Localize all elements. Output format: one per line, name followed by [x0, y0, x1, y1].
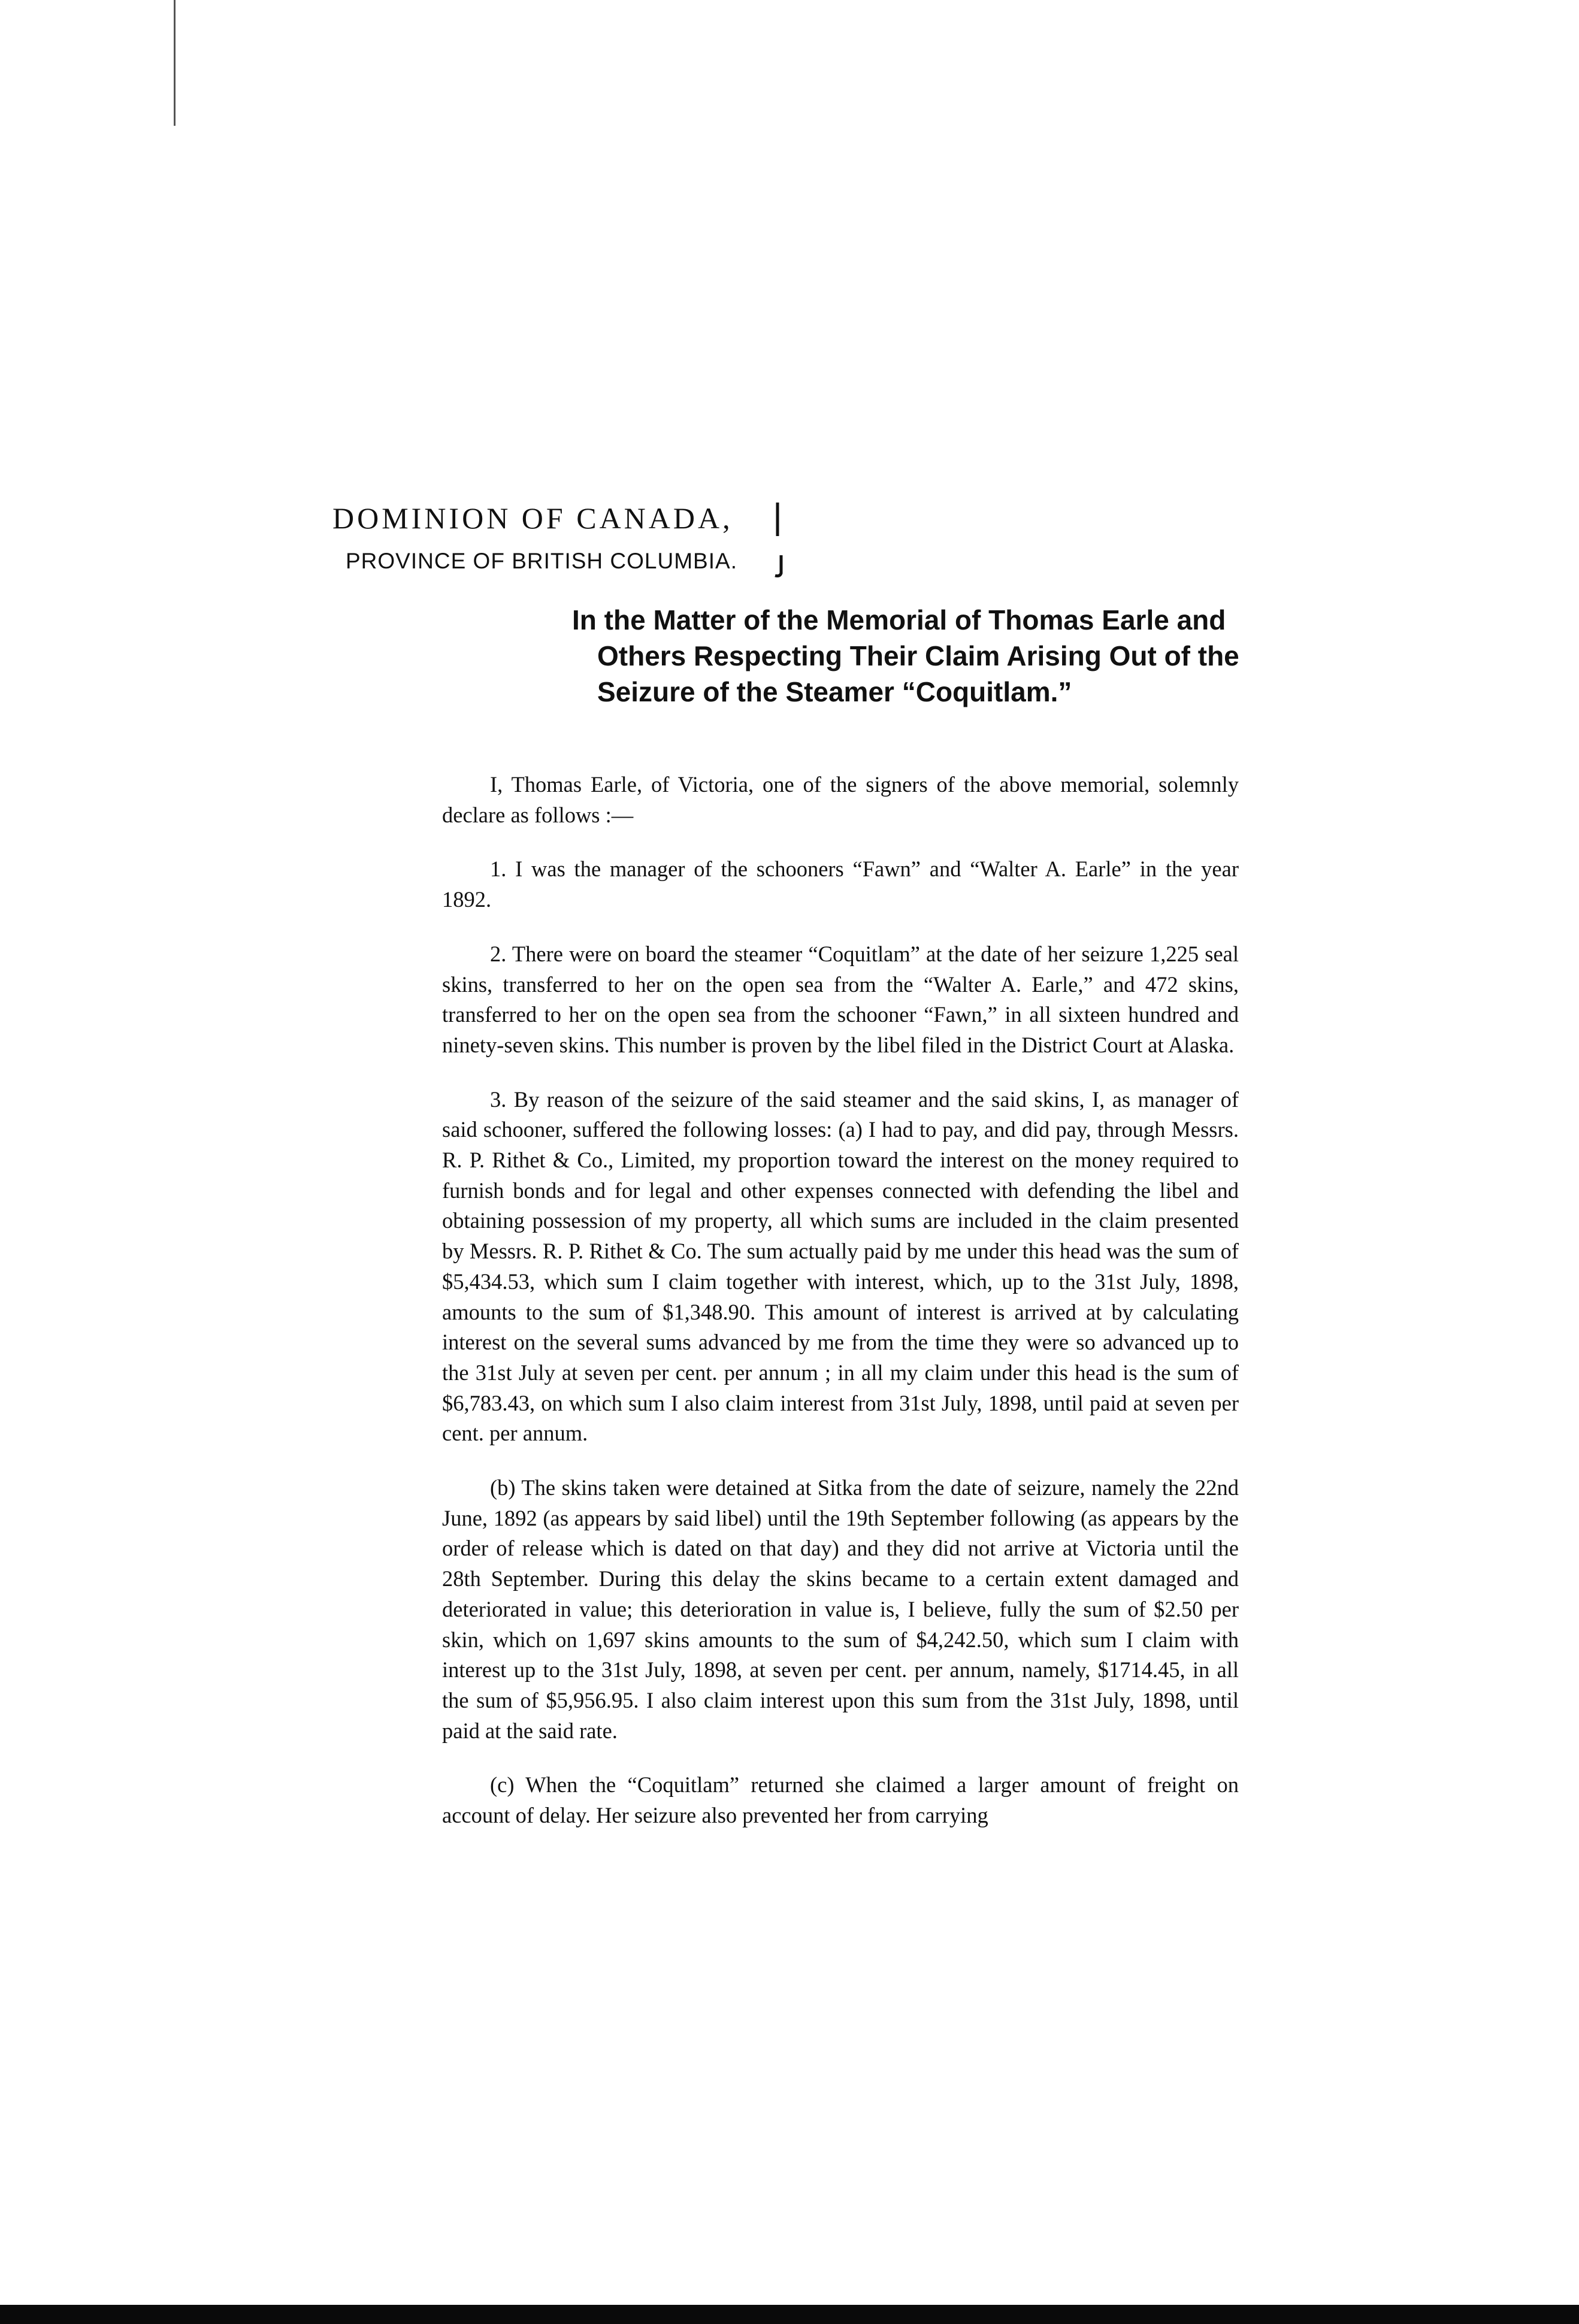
dominion-heading: DOMINION OF CANADA,: [332, 501, 733, 535]
paragraph-1: 1. I was the manager of the schooners “Fawn” and “Walter A. Earle” in the year 1892.: [442, 857, 1239, 912]
jurisdiction-heading: [332, 497, 812, 576]
paragraph-3a: 3. By reason of the seizure of the said steamer and the said skins, I, as manager of said schooner, suffered the following losses: (a) I had to pay, and did pay, through Messrs. R. P. Rithet & Co., Limited, my proportion toward the interest on the money required to furnish bonds and for legal and other expenses connected with defending the libel and obtaining possession of my property, all which sums are included in the claim presented by Messrs. R. P. Rithet & Co. The sum actually paid by me under this head was the sum of $5,434.53, which sum I claim together with interest, which, up to the 31st July, 1898, amounts to the sum of $1,348.90. This amount of interest is arrived at by calculating interest on the several sums advanced by me from the time they were so advanced up to the 31st July at seven per cent. per annum ; in all my claim under this head is the sum of $6,783.43, on which sum I also claim interest from 31st July, 1898, until paid at seven per cent. per annum.: [442, 1087, 1239, 1446]
paragraph-3b: (b) The skins taken were detained at Sitka from the date of seizure, namely the 22nd June, 1892 (as appears by said libel) until the 19th September following (as appears by the order of release which is dated on that day) and they did not arrive at Victoria until the 28th September. During this delay the skins became to a certain extent damaged and deteriorated in value; this deterioration in value is, I believe, fully the sum of $2.50 per skin, which on 1,697 skins amounts to the sum of $4,242.50, which sum I claim with interest up to the 31st July, 1898, at seven per cent. per annum, namely, $1714.45, in all the sum of $5,956.95. I also claim interest upon this sum from the 31st July, 1898, until paid at the said rate.: [442, 1475, 1239, 1743]
matter-title: In the Matter of the Memorial of Thomas Earle and Others Respecting Their Claim Arising Out of the Seizure of the Steamer “Coquitlam.”: [572, 604, 1239, 707]
page-edge-bottom: [0, 2305, 1579, 2324]
brace-mark: [773, 500, 791, 578]
paragraph-intro: I, Thomas Earle, of Victoria, one of the signers of the above memorial, solemnly declare as follows :—: [442, 772, 1239, 827]
declaration-body: [442, 770, 1239, 1855]
paragraph-2: 2. There were on board the steamer “Coquitlam” at the date of her seizure 1,225 seal skins, transferred to her on the open sea from the “Walter A. Earle,” and 472 skins, transferred to her on the open sea from the schooner “Fawn,” in all sixteen hundred and ninety-seven skins. This number is proven by the libel filed in the District Court at Alaska.: [442, 941, 1239, 1057]
province-heading: PROVINCE OF BRITISH COLUMBIA.: [346, 549, 737, 573]
paragraph-3c: (c) When the “Coquitlam” returned she claimed a larger amount of freight on account of delay. Her seizure also prevented her from carrying: [442, 1772, 1239, 1828]
page-edge-left: [174, 0, 176, 126]
